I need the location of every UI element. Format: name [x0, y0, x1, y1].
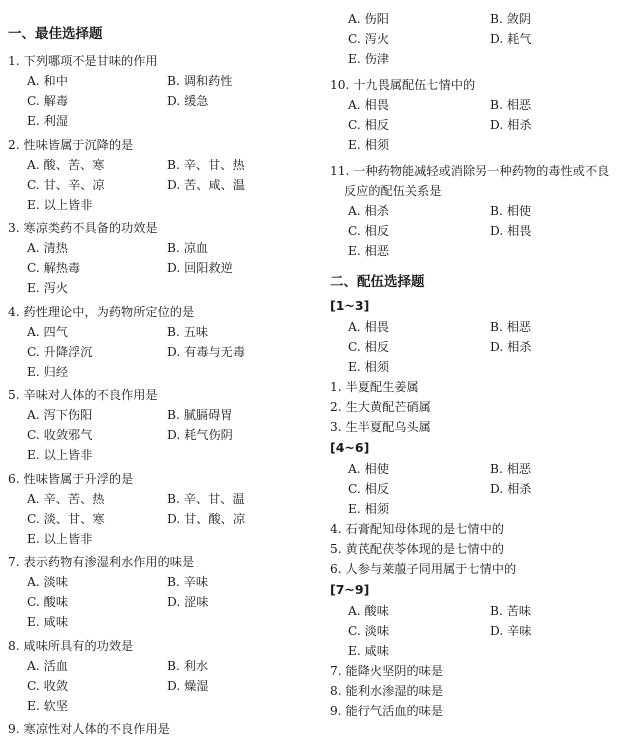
- answer-option: D. 相杀: [490, 482, 532, 496]
- answer-option: E. 软坚: [27, 699, 69, 713]
- answer-option: D. 涩味: [167, 595, 209, 609]
- answer-option: E. 相恶: [348, 244, 390, 258]
- answer-option: C. 相反: [348, 118, 390, 132]
- answer-option: A. 相杀: [348, 204, 389, 218]
- question-stem: 6. 性味皆属于升浮的是: [8, 472, 134, 486]
- answer-option: C. 淡味: [348, 624, 390, 638]
- answer-option: E. 归经: [27, 365, 69, 379]
- answer-option: B. 苦味: [490, 604, 532, 618]
- answer-option: A. 清热: [27, 241, 68, 255]
- answer-option: D. 耗气: [490, 32, 532, 46]
- answer-option: E. 咸味: [27, 615, 69, 629]
- answer-option: D. 苦、咸、温: [167, 178, 246, 192]
- answer-option: A. 泻下伤阳: [27, 408, 93, 422]
- answer-option: A. 淡味: [27, 575, 68, 589]
- answer-option: D. 相畏: [490, 224, 532, 238]
- answer-option: E. 相须: [348, 138, 390, 152]
- answer-option: E. 以上皆非: [27, 532, 93, 546]
- answer-option: C. 酸味: [27, 595, 69, 609]
- answer-option: C. 淡、甘、寒: [27, 512, 105, 526]
- answer-option: E. 以上皆非: [27, 198, 93, 212]
- answer-option: A. 四气: [27, 325, 68, 339]
- answer-option: B. 凉血: [167, 241, 209, 255]
- matching-item: 6. 人参与莱菔子同用属于七情中的: [330, 562, 517, 576]
- answer-option: A. 酸味: [348, 604, 389, 618]
- answer-option: E. 咸味: [348, 644, 390, 658]
- answer-option: A. 伤阳: [348, 12, 389, 26]
- answer-option: B. 相恶: [490, 462, 532, 476]
- answer-option: C. 解毒: [27, 94, 69, 108]
- answer-option: A. 相畏: [348, 320, 389, 334]
- answer-option: B. 调和药性: [167, 74, 233, 88]
- question-stem: 8. 咸味所具有的功效是: [8, 639, 134, 653]
- answer-option: E. 伤津: [348, 52, 390, 66]
- answer-option: A. 和中: [27, 74, 68, 88]
- section-title-matching: 二、配伍选择题: [330, 274, 425, 290]
- section-title-best-choice: 一、最佳选择题: [8, 26, 103, 42]
- answer-option: B. 敛阴: [490, 12, 532, 26]
- matching-item: 9. 能行气活血的味是: [330, 704, 444, 718]
- answer-option: B. 相使: [490, 204, 532, 218]
- question-stem: 3. 寒凉类药不具备的功效是: [8, 221, 158, 235]
- question-stem: 5. 辛味对人体的不良作用是: [8, 388, 158, 402]
- answer-option: E. 泻火: [27, 281, 69, 295]
- matching-item: 8. 能利水渗湿的味是: [330, 684, 444, 698]
- group-label: [1~3]: [330, 298, 370, 313]
- matching-item: 2. 生大黄配芒硝属: [330, 400, 431, 414]
- question-stem: 9. 寒凉性对人体的不良作用是: [8, 722, 170, 736]
- answer-option: A. 相使: [348, 462, 389, 476]
- answer-option: A. 活血: [27, 659, 68, 673]
- answer-option: A. 酸、苦、寒: [27, 158, 105, 172]
- matching-item: 1. 半夏配生姜属: [330, 380, 419, 394]
- group-label: [7~9]: [330, 582, 370, 597]
- answer-option: C. 甘、辛、凉: [27, 178, 105, 192]
- question-stem: 4. 药性理论中，为药物所定位的是: [8, 305, 195, 319]
- answer-option: D. 回阳救逆: [167, 261, 233, 275]
- answer-option: D. 甘、酸、凉: [167, 512, 246, 526]
- answer-option: D. 相杀: [490, 340, 532, 354]
- answer-option: B. 五味: [167, 325, 209, 339]
- answer-option: B. 相恶: [490, 98, 532, 112]
- question-stem: 1. 下列哪项不是甘味的作用: [8, 54, 158, 68]
- answer-option: C. 泻火: [348, 32, 390, 46]
- answer-option: E. 利湿: [27, 114, 69, 128]
- answer-option: D. 耗气伤阴: [167, 428, 233, 442]
- answer-option: C. 相反: [348, 224, 390, 238]
- answer-option: E. 相须: [348, 502, 390, 516]
- matching-item: 3. 生半夏配乌头属: [330, 420, 431, 434]
- question-stem: 2. 性味皆属于沉降的是: [8, 138, 134, 152]
- matching-item: 7. 能降火坚阴的味是: [330, 664, 444, 678]
- answer-option: D. 辛味: [490, 624, 532, 638]
- answer-option: D. 缓急: [167, 94, 209, 108]
- matching-item: 4. 石膏配知母体现的是七情中的: [330, 522, 504, 536]
- question-stem: 7. 表示药物有渗湿利水作用的味是: [8, 555, 195, 569]
- answer-option: B. 相恶: [490, 320, 532, 334]
- answer-option: B. 辛、甘、热: [167, 158, 245, 172]
- answer-option: E. 相须: [348, 360, 390, 374]
- answer-option: D. 燥湿: [167, 679, 209, 693]
- question-stem: 11. 一种药物能减轻或消除另一种药物的毒性或不良: [330, 164, 610, 178]
- answer-option: A. 相畏: [348, 98, 389, 112]
- answer-option: C. 升降浮沉: [27, 345, 93, 359]
- question-stem-continued: 反应的配伍关系是: [344, 184, 442, 198]
- answer-option: B. 腻膈碍胃: [167, 408, 233, 422]
- answer-option: D. 有毒与无毒: [167, 345, 246, 359]
- group-label: [4~6]: [330, 440, 370, 455]
- question-stem: 10. 十九畏属配伍七情中的: [330, 78, 476, 92]
- answer-option: B. 辛味: [167, 575, 209, 589]
- answer-option: E. 以上皆非: [27, 448, 93, 462]
- answer-option: C. 收敛: [27, 679, 69, 693]
- matching-item: 5. 黄芪配茯苓体现的是七情中的: [330, 542, 504, 556]
- answer-option: B. 辛、甘、温: [167, 492, 245, 506]
- answer-option: C. 相反: [348, 340, 390, 354]
- answer-option: A. 辛、苦、热: [27, 492, 105, 506]
- answer-option: C. 相反: [348, 482, 390, 496]
- answer-option: C. 收敛邪气: [27, 428, 93, 442]
- answer-option: D. 相杀: [490, 118, 532, 132]
- answer-option: B. 利水: [167, 659, 209, 673]
- answer-option: C. 解热毒: [27, 261, 81, 275]
